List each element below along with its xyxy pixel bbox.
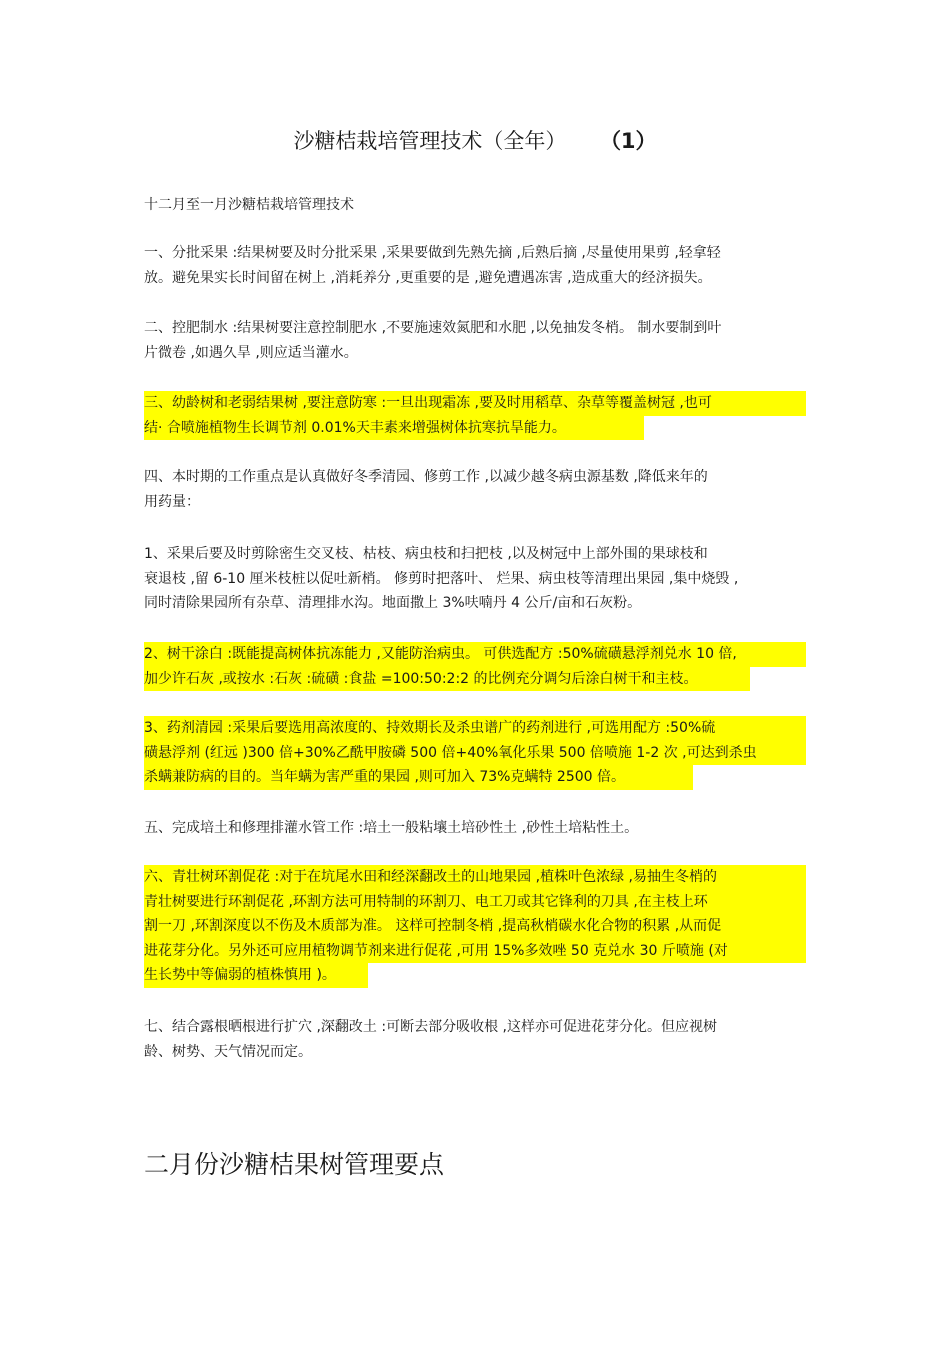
paragraph-10 — [144, 1015, 808, 1064]
section-heading: 二月份沙糖桔果树管理要点 — [144, 1150, 445, 1179]
page-title — [0, 126, 950, 156]
title-main: 沙糖桔栽培管理技术（全年） — [293, 129, 567, 153]
paragraph-line: 同时清除果园所有杂草、清理排水沟。地面撒上 3%呋喃丹 4 公斤/亩和石灰粉。 — [144, 595, 642, 611]
paragraph-line: 加少许石灰 ,或按水 :石灰 :硫磺 :食盐 =100:50:2:2 的比例充分调匀后涂白树干和主枝。 — [144, 667, 750, 692]
paragraph-line: 一、分批采果 :结果树要及时分批采果 ,采果要做到先熟先摘 ,后熟后摘 ,尽量使用果剪 ,轻拿轻 — [144, 245, 721, 261]
paragraph-line: 龄、树势、天气情况而定。 — [144, 1043, 312, 1060]
paragraph-6-highlighted — [144, 642, 808, 691]
section-subtitle: 十二月至一月沙糖桔栽培管理技术 — [144, 197, 354, 213]
title-number: （1） — [610, 129, 657, 153]
paragraph-5 — [144, 542, 808, 616]
paragraph-1 — [144, 241, 808, 290]
paragraph-line: 进花芽分化。另外还可应用植物调节剂来进行促花 ,可用 15%多效唑 50 克兑水 30 斤喷施 (对 — [144, 939, 806, 964]
paragraph-line: 衰退枝 ,留 6-10 厘米枝桩以促吐新梢。 修剪时把落叶、 烂果、病虫枝等清理出果园 ,集中烧毁 , — [144, 570, 739, 587]
paragraph-line: 2、树干涂白 :既能提高树体抗冻能力 ,又能防治病虫。 可供选配方 :50%硫磺悬浮剂兑水 10 倍, — [144, 642, 806, 667]
paragraph-line: 割一刀 ,环割深度以不伤及木质部为准。 这样可控制冬梢 ,提高秋梢碳水化合物的积累 ,从而促 — [144, 914, 806, 939]
paragraph-line: 1、采果后要及时剪除密生交叉枝、枯枝、病虫枝和扫把枝 ,以及树冠中上部外围的果球枝和 — [144, 546, 708, 562]
paragraph-9-highlighted — [144, 865, 808, 988]
paragraph-line: 结· 合喷施植物生长调节剂 0.01%天丰素来增强树体抗寒抗旱能力。 — [144, 416, 644, 441]
paragraph-2 — [144, 316, 808, 365]
paragraph-line: 青壮树要进行环割促花 ,环割方法可用特制的环割刀、电工刀或其它锋利的刀具 ,在主枝上环 — [144, 890, 806, 915]
paragraph-line: 用药量： — [144, 493, 200, 510]
paragraph-line: 3、药剂清园 :采果后要选用高浓度的、持效期长及杀虫谱广的药剂进行 ,可选用配方 :50%硫 — [144, 716, 806, 741]
paragraph-line: 放。避免果实长时间留在树上 ,消耗养分 ,更重要的是 ,避免遭遇冻害 ,造成重大的经济损失。 — [144, 269, 712, 286]
paragraph-3-highlighted — [144, 391, 808, 440]
paragraph-line: 杀螨兼防病的目的。当年螨为害严重的果园 ,则可加入 73%克螨特 2500 倍。 — [144, 765, 693, 790]
paragraph-line: 五、完成培土和修理排灌水管工作 :培土一般粘壤土培砂性土 ,砂性土培粘性土。 — [144, 820, 639, 836]
paragraph-line: 三、幼龄树和老弱结果树 ,要注意防寒 :一旦出现霜冻 ,要及时用稻草、杂草等覆盖树冠 ,也可 — [144, 391, 806, 416]
paragraph-line: 七、结合露根晒根进行扩穴 ,深翻改土 :可断去部分吸收根 ,这样亦可促进花芽分化。但应视树 — [144, 1019, 717, 1035]
paragraph-7-highlighted — [144, 716, 808, 790]
paragraph-line: 二、控肥制水 :结果树要注意控制肥水 ,不要施速效氮肥和水肥 ,以免抽发冬梢。 制水要制到叶 — [144, 320, 722, 336]
paragraph-line: 片微卷 ,如遇久旱 ,则应适当灌水。 — [144, 344, 358, 361]
paragraph-line: 六、青壮树环割促花 :对于在坑尾水田和经深翻改土的山地果园 ,植株叶色浓绿 ,易抽生冬梢的 — [144, 865, 806, 890]
paragraph-4 — [144, 465, 808, 514]
paragraph-line: 磺悬浮剂 (红远 )300 倍+30%乙酰甲胺磷 500 倍+40%氧化乐果 500 倍喷施 1-2 次 ,可达到杀虫 — [144, 741, 806, 766]
paragraph-8 — [144, 816, 808, 841]
paragraph-line: 生长势中等偏弱的植株慎用 )。 — [144, 963, 368, 988]
paragraph-line: 四、本时期的工作重点是认真做好冬季清园、修剪工作 ,以减少越冬病虫源基数 ,降低来年的 — [144, 469, 708, 485]
